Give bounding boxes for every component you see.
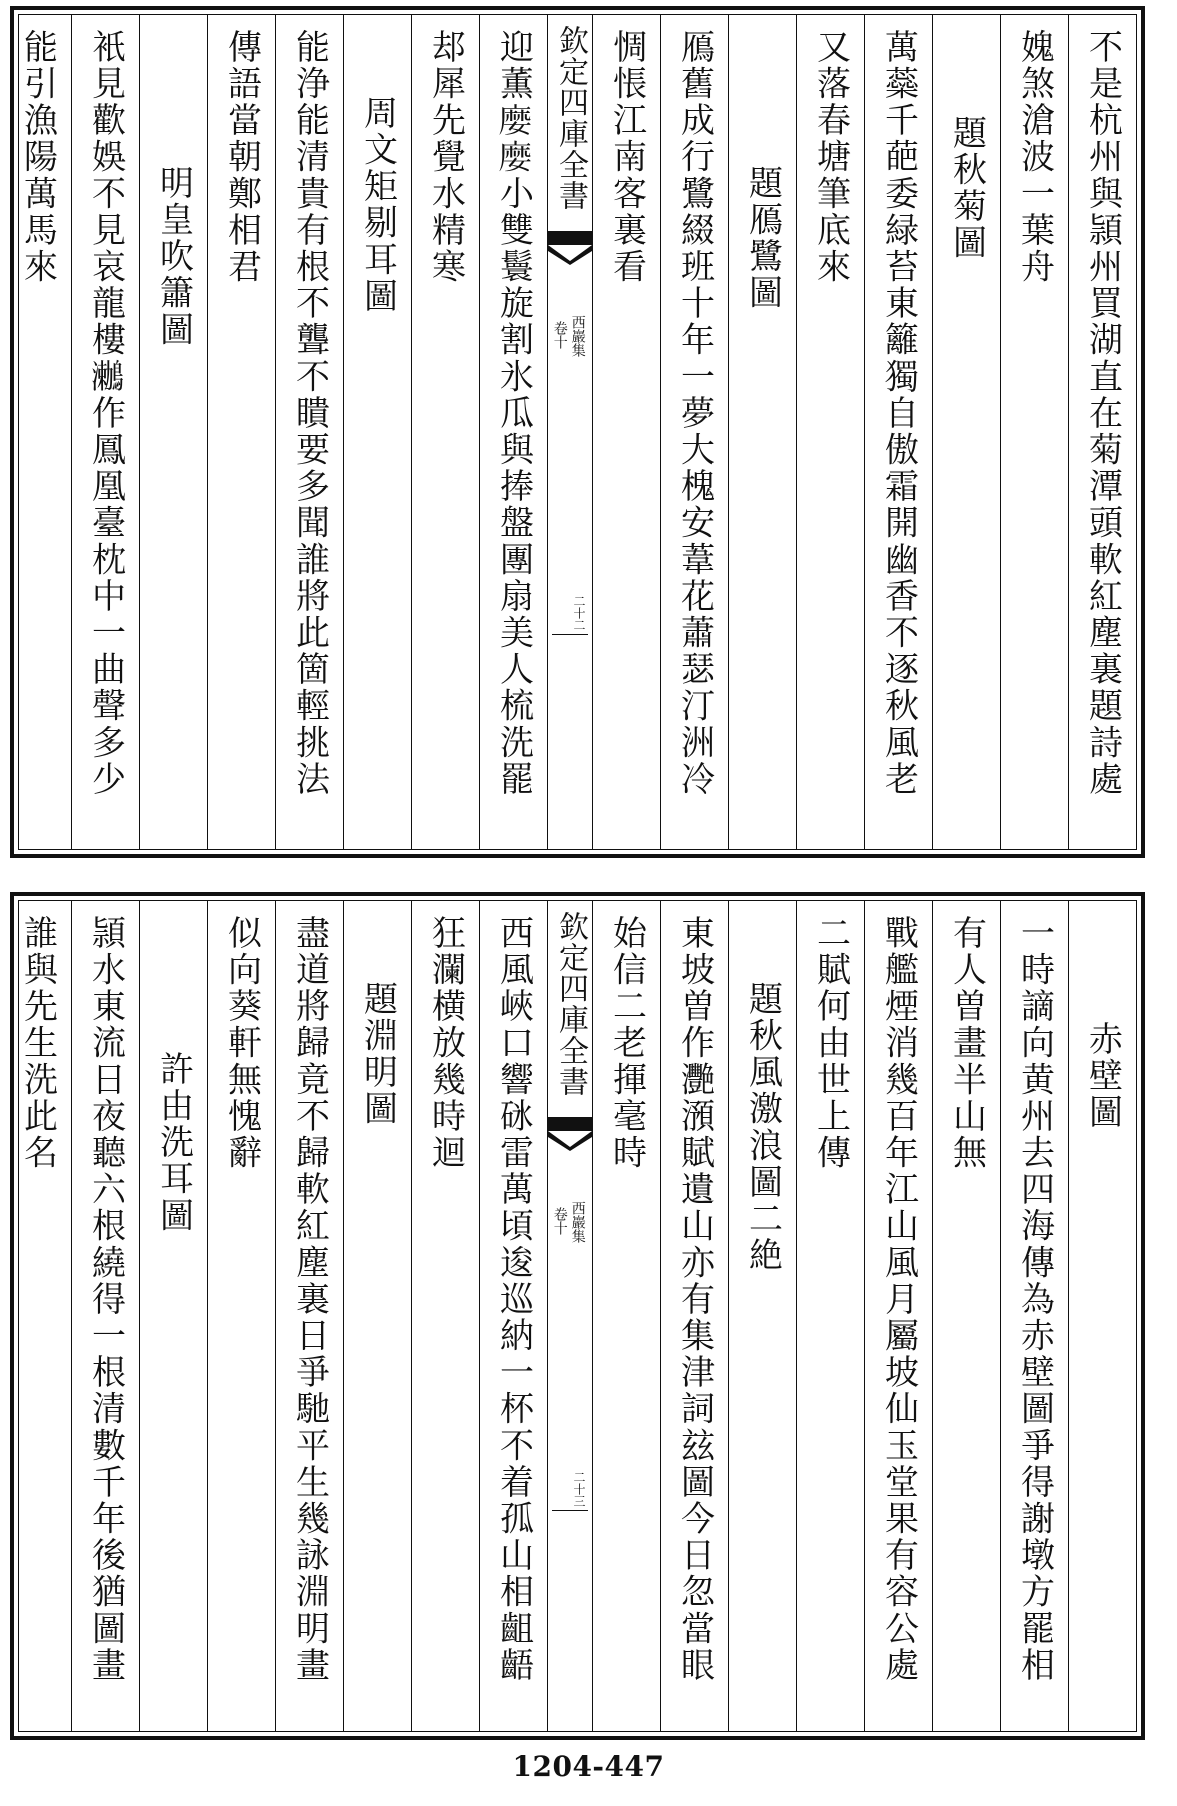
text-column <box>4 15 71 849</box>
text-column <box>592 15 660 849</box>
text-column <box>796 15 864 849</box>
text-column <box>864 901 932 1731</box>
poem-title: 明皇吹簫圖 <box>153 165 194 348</box>
text-column <box>207 901 275 1731</box>
poem-title-column <box>932 15 1000 849</box>
poem-line: 不是杭州與頴州買湖直在菊潭頭軟紅塵裏題詩處 <box>1082 29 1123 798</box>
poem-line: 似向葵軒無愧辭 <box>221 915 262 1172</box>
volume-label: 卷十 <box>551 321 568 349</box>
text-column <box>1068 15 1136 849</box>
upper-page <box>10 6 1145 858</box>
leaf-number: 二十二 <box>552 595 588 635</box>
lower-page <box>10 892 1145 1740</box>
leaf-number: 二十三 <box>552 1471 588 1511</box>
poem-line: 有人曽畫半山無 <box>946 915 987 1172</box>
text-column <box>411 901 479 1731</box>
poem-line: 惆悵江南客裏看 <box>606 29 647 286</box>
poem-line: 一時謫向黄州去四海傳為赤壁圖爭得謝墩方罷相 <box>1014 915 1055 1684</box>
poem-line: 𨚫犀先覺水精寒 <box>425 29 466 286</box>
collection-name: 西巖集 <box>569 315 586 357</box>
fishtail-ornament-icon <box>548 231 592 265</box>
book-title: 欽定四庫全書 <box>553 25 588 211</box>
poem-title: 周文矩剔耳圖 <box>357 95 398 315</box>
poem-title: 赤壁圖 <box>1082 1021 1123 1131</box>
center-fold <box>547 901 592 1731</box>
book-title: 欽定四庫全書 <box>553 911 588 1097</box>
poem-line: 衹見歡娛不見哀龍樓𪆟作鳳凰臺枕中一曲聲多少 <box>85 29 126 798</box>
fishtail-ornament-icon <box>548 1117 592 1151</box>
text-column <box>275 901 343 1731</box>
text-column <box>71 901 139 1731</box>
upper-page-columns <box>18 14 1137 850</box>
poem-line: 迎薫𡡉𡡉小雙鬟旋割氷瓜與捧盤團扇美人梳洗罷 <box>493 29 534 798</box>
poem-title-column <box>139 901 207 1731</box>
text-column <box>1000 15 1068 849</box>
text-column <box>479 901 547 1731</box>
poem-title-column <box>343 901 411 1731</box>
poem-line: 又落春塘筆底來 <box>810 29 851 286</box>
text-column <box>1000 901 1068 1731</box>
poem-line: 二賦何由世上傳 <box>810 915 851 1172</box>
poem-title-column <box>728 901 796 1731</box>
page-number: 1204-447 <box>512 1750 665 1783</box>
poem-title-column <box>139 15 207 849</box>
text-column <box>932 901 1000 1731</box>
poem-line: 萬蘂千葩委緑苔東籬獨自傲霜開幽香不逐秋風老 <box>878 29 919 798</box>
lower-page-columns <box>18 900 1137 1732</box>
poem-line: 頴水東流日夜聽六根繞得一根清數千年後猶圖畫 <box>85 915 126 1684</box>
poem-title: 題秋風激浪圖二絶 <box>742 981 783 1274</box>
poem-title: 題鴈鷺圖 <box>742 165 783 312</box>
text-column <box>71 15 139 849</box>
text-column <box>411 15 479 849</box>
poem-line: 始信二老揮毫時 <box>606 915 647 1172</box>
text-column <box>864 15 932 849</box>
poem-title-column <box>343 15 411 849</box>
poem-line: 狂瀾横放幾時迴 <box>425 915 466 1172</box>
text-column <box>479 15 547 849</box>
text-column <box>207 15 275 849</box>
poem-title-column <box>728 15 796 849</box>
poem-line: 傳語當朝鄭相君 <box>221 29 262 286</box>
text-column <box>4 901 71 1731</box>
poem-line: 西風峽口響砯雷萬頃逡巡納一杯不着孤山相齟齬 <box>493 915 534 1684</box>
poem-line: 能浄能清貴有根不聾不瞶要多聞誰將此箇輕挑法 <box>289 29 330 798</box>
poem-title: 許由洗耳圖 <box>153 1051 194 1234</box>
poem-line: 盡道將歸竟不歸軟紅塵裏日爭馳平生幾詠淵明畫 <box>289 915 330 1684</box>
poem-line: 誰與先生洗此名 <box>17 915 58 1172</box>
text-column <box>660 901 728 1731</box>
poem-line: 戰艦煙消幾百年江山風月屬坡仙玉堂果有容公處 <box>878 915 919 1684</box>
text-column <box>796 901 864 1731</box>
center-fold <box>547 15 592 849</box>
volume-label: 卷十 <box>551 1207 568 1235</box>
poem-title: 題秋菊圖 <box>946 115 987 262</box>
poem-line: 東坡曽作灧澦賦遺山亦有集津詞玆圖今日忽當眼 <box>674 915 715 1684</box>
text-column <box>592 901 660 1731</box>
poem-line: 媿煞滄波一葉舟 <box>1014 29 1055 286</box>
text-column <box>275 15 343 849</box>
collection-name: 西巖集 <box>569 1201 586 1243</box>
poem-title: 題淵明圖 <box>357 981 398 1128</box>
poem-line: 鴈舊成行鷺綴班十年一夢大槐安葦花蕭瑟汀洲冷 <box>674 29 715 798</box>
text-column <box>660 15 728 849</box>
poem-line: 能引漁陽萬馬來 <box>17 29 58 286</box>
poem-title-column <box>1068 901 1136 1731</box>
